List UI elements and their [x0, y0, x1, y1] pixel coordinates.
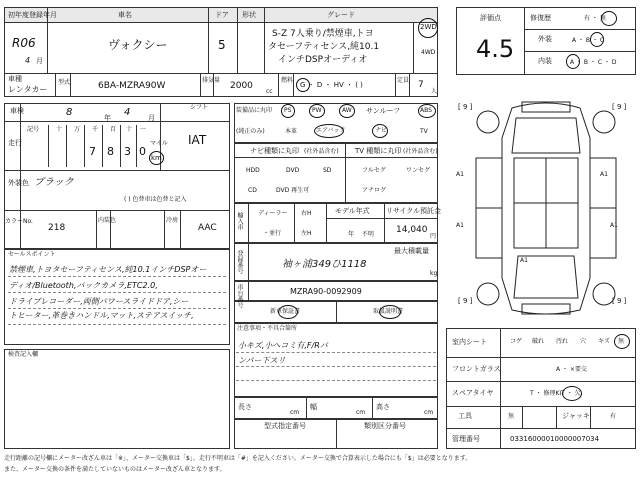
recycle-value: 14,040	[396, 225, 428, 235]
ac-label: 冷房	[166, 217, 179, 224]
height-label: 高さ	[376, 403, 390, 411]
checker-notes-label: 検査記入欄	[8, 351, 39, 358]
equipment-sub: (純正のみ)	[236, 128, 265, 135]
equip-tv: TV	[420, 128, 428, 135]
tv-types-sub: (社外品含む)	[403, 148, 438, 155]
equip-aw: AW	[342, 107, 352, 114]
seat-opt-1: コゲ	[510, 338, 523, 345]
repair-options: 有 ・ 無	[584, 15, 606, 22]
equip-ps: PS	[284, 107, 292, 114]
color-no-label: カラーNo.	[5, 218, 33, 225]
displacement-value: 2000	[230, 81, 253, 91]
shape-label: 形状	[242, 11, 256, 19]
registration-value: 袖ヶ浦349ひ1118	[282, 259, 367, 270]
model-year-label: モデル年式	[335, 207, 370, 215]
interior-eval-options: A ・ B ・ C ・ D	[570, 59, 617, 66]
new-car-warranty: 新車保証書	[270, 308, 301, 315]
model-label: 型式	[58, 79, 71, 86]
width-cm: cm	[356, 409, 366, 416]
mileage-h1: 記号	[27, 126, 40, 133]
seat-opt-3: 汚れ	[556, 338, 569, 345]
mileage-h3: 万	[74, 126, 81, 133]
inspection-month-unit: 月	[148, 114, 155, 122]
mileage-digit-1: 7	[89, 145, 96, 158]
chassis-label: 車台番号	[236, 284, 243, 308]
first-reg-label: 初年度登録年月	[8, 11, 57, 19]
drive-4wd: 4WD	[421, 49, 436, 56]
diagram-a1-1: A1	[456, 171, 464, 178]
equip-airbag: エアバック	[316, 127, 346, 134]
width-label: 幅	[310, 403, 317, 411]
inspection-month: 4	[124, 107, 131, 118]
diagram-a1-4: A1	[610, 222, 618, 229]
capacity-unit: 人	[431, 88, 438, 95]
manual: 取扱説明書	[373, 308, 404, 315]
mileage-h4: 千	[92, 126, 99, 133]
equipment-label: 装備品に丸印	[236, 107, 273, 114]
navi-dvd-play: DVD 再生可	[276, 187, 310, 194]
spare-label: スペアタイヤ	[452, 389, 494, 397]
repair-label: 修復歴	[530, 14, 551, 22]
tools-label: 工具	[458, 412, 472, 420]
mileage-h6: 十	[126, 126, 133, 133]
sales-point-label: セールスポイント	[8, 251, 56, 258]
month-unit: 月	[36, 57, 43, 65]
tv-fullseg: フルセグ	[362, 167, 386, 174]
navi-cd: CD	[248, 187, 257, 194]
navi-sd: SD	[323, 167, 332, 174]
displacement-label: 排気量	[202, 77, 221, 84]
mileage-h5: 百	[110, 126, 117, 133]
navi-types-label: ナビ種類に丸印	[250, 147, 299, 155]
diagram-bracket-tr: [ 9 ]	[612, 103, 627, 111]
car-name-label: 車名	[118, 11, 132, 19]
diagram-a1-5: A1	[520, 257, 528, 264]
km-label: km	[151, 154, 162, 162]
recycle-yen: 円	[430, 233, 437, 240]
footer-line1: 走行距離の記号欄にメーター改ざん車は「※」、メーター交換車は「$」、走行不明車は「#」を記入ください。メーター交換で合算表示した場合にも「$」は必要となります。	[4, 455, 472, 462]
length-cm: cm	[290, 409, 300, 416]
seat-opt-6: 無	[618, 338, 625, 345]
max-load-label: 最大積載量	[394, 247, 429, 255]
tools-value: 無	[508, 413, 515, 420]
note-line2: ンパー下スリ	[238, 356, 286, 365]
grade-label: グレード	[327, 11, 355, 19]
exterior-note: ( ) 色替車は色替と記入	[124, 196, 187, 203]
cc-unit: cc	[266, 88, 273, 95]
equip-leather: 本革	[285, 128, 298, 135]
score-value: 4.5	[476, 35, 515, 63]
model-year-value: 年 不明	[348, 231, 374, 238]
seat-opt-2: 破れ	[532, 338, 545, 345]
left-block	[4, 103, 230, 249]
exterior-color: ブラック	[34, 177, 74, 188]
color-no-value: 218	[48, 223, 66, 233]
chassis-value: MZRA90-0092909	[290, 287, 362, 296]
inspection-year-unit: 年	[104, 114, 111, 122]
height-cm: cm	[424, 409, 434, 416]
interior-eval-label: 内装	[538, 57, 552, 65]
tv-types-label: TV 種類に丸印	[355, 147, 402, 155]
interior-color-label: 内装色	[98, 217, 117, 224]
car-diagram	[456, 98, 636, 320]
sales-point-line4: トヒーター,革巻きハンドル,マット,ステアスイッチ,	[9, 311, 194, 320]
mileage-label: 走行	[8, 139, 22, 147]
fuel-label: 燃料	[281, 77, 294, 84]
sales-point-line2: ディオ/Bluetooth,バックカメラ,ETC2.0,	[9, 281, 158, 290]
jack-label: ジャッキ	[562, 412, 590, 420]
recycle-label: リサイクル預託金	[386, 207, 442, 215]
mgmt-value: 03316000010000007034	[510, 435, 600, 443]
mileage-digit-4: 0	[139, 145, 146, 158]
dimensions-box	[234, 397, 438, 419]
model-value: 6BA-MZRA90W	[98, 81, 166, 91]
first-reg-era: R06	[12, 36, 36, 50]
diagram-a1-3: A1	[456, 222, 464, 229]
equip-pw: PW	[312, 107, 322, 114]
sales-point-line1: 禁煙車,トヨタセーフティセンス,純10.1インチDSPオー	[9, 265, 207, 274]
category-label: 車種	[8, 75, 22, 83]
inspection-year: 8	[66, 107, 73, 118]
inspection-label: 車検	[10, 107, 24, 115]
drive-2wd: 2WD	[420, 23, 437, 31]
windshield-options: A ・ ×要交	[556, 366, 587, 373]
import-left-h: 左H	[301, 230, 312, 237]
grade-line1: S-Z 7人乗り/禁煙車,トヨ	[272, 29, 374, 39]
diagram-bracket-bl: [ 9 ]	[458, 297, 473, 305]
exterior-label: 外装色	[8, 179, 29, 187]
type-designation: 型式指定番号	[264, 422, 306, 430]
capacity-label: 定員	[397, 77, 410, 84]
door-label: ドア	[215, 11, 229, 19]
sales-point-line3: ドライブレコーダー,両側パワースライドドア,シー	[9, 297, 189, 306]
import-label: 輸入車	[236, 212, 243, 230]
navi-dvd: DVD	[286, 167, 300, 174]
windshield-label: フロントガラス	[452, 365, 501, 373]
mileage-h2: 十	[56, 126, 63, 133]
diagram-bracket-br: [ 9 ]	[612, 297, 627, 305]
import-parallel: ・並行	[263, 230, 282, 237]
diagram-a1-2: A1	[600, 171, 608, 178]
spare-options: T ・ 修理KIT ・ 欠	[530, 390, 581, 397]
import-dealer: ディーラー	[258, 210, 288, 217]
jack-value: 有	[610, 413, 617, 420]
fuel-options: G ・ D ・ HV ・ ( )	[300, 81, 363, 89]
note-line1: 小キズ,小ヘコミ有,F/Rバ	[238, 341, 328, 350]
mileage-h7: 一	[140, 126, 147, 133]
max-load-kg: kg	[430, 270, 438, 277]
mileage-digit-2: 8	[107, 145, 114, 158]
shift-label: シフト	[190, 104, 209, 111]
mileage-digit-3: 3	[124, 145, 131, 158]
equip-sunroof: サンルーフ	[366, 107, 401, 115]
equip-navi: ナビ	[375, 127, 388, 134]
diagram-bracket-tl: [ 9 ]	[458, 103, 473, 111]
checker-notes-box	[4, 349, 230, 449]
equip-abs: ABS	[420, 107, 432, 114]
score-label: 評価点	[480, 14, 501, 22]
category-value: レンタカー	[8, 85, 48, 94]
capacity-value: 7	[418, 80, 424, 90]
navi-types-sub: (社外品含む)	[304, 148, 339, 155]
class-number: 類別区分番号	[364, 422, 406, 430]
ac-value: AAC	[198, 223, 217, 233]
navi-hdd: HDD	[246, 167, 260, 174]
mile-label: マイル	[150, 140, 168, 147]
length-label: 長さ	[238, 403, 252, 411]
door-value: 5	[218, 38, 226, 52]
grade-line2: タセーフティセンス,純10.1	[268, 42, 380, 52]
tv-oneseg: ワンセグ	[406, 167, 431, 174]
exterior-eval-label: 外装	[538, 35, 552, 43]
exterior-eval-options: A ・ B ・ C	[572, 37, 605, 44]
footer-line2: また、メーター交換の条件を満たしていないものはメーター改ざん車となります。	[4, 466, 226, 473]
grade-line3: インチDSPオーディオ	[278, 55, 368, 65]
first-reg-month: 4	[25, 56, 31, 65]
car-name: ヴォクシー	[108, 38, 168, 52]
import-right-h: 右H	[301, 210, 312, 217]
shift-value: IAT	[188, 133, 207, 147]
tv-analog: アナログ	[362, 187, 387, 194]
seat-opt-5: キズ	[598, 338, 610, 345]
registration-label: 登録番号	[236, 250, 243, 274]
notes-label: 注意事項・不具合箇所	[237, 325, 298, 332]
mgmt-label: 管理番号	[452, 435, 480, 443]
seat-opt-4: 穴	[580, 338, 587, 345]
interior-seat-label: 室内シート	[452, 338, 487, 346]
